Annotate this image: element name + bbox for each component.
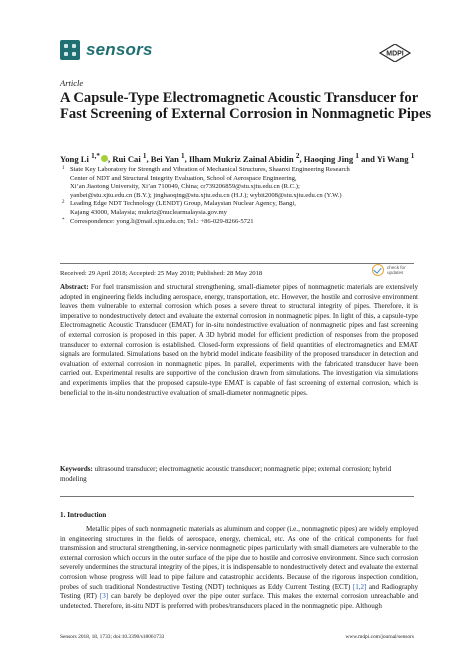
author-name: Haoqing Jing	[303, 153, 354, 164]
author-affil-sup: 1,*	[91, 152, 101, 160]
citation-link[interactable]: [1,2]	[352, 582, 367, 591]
affiliation-line: State Key Laboratory for Strength and Vibration of Mechanical Structures, Shaanxi Engineering Research	[70, 166, 350, 173]
check-updates-line: check for	[387, 265, 406, 270]
divider	[60, 263, 414, 264]
publication-dates: Received: 29 April 2018; Accepted: 25 May 2018; Published: 28 May 2018	[60, 270, 263, 277]
affiliation-line: Xi’an Jiaotong University, Xi’an 710049, China; cr739206859@stu.xjtu.edu.cn (R.C.);	[70, 183, 300, 191]
affiliation-number: 1	[62, 166, 65, 171]
introduction-paragraph	[60, 525, 418, 611]
check-updates-line: updates	[387, 270, 404, 275]
affiliation-line: yanbei@stu.xjtu.edu.cn (B.Y.); jinghaoqing@stu.xjtu.edu.cn (H.J.); wybit2008@stu.xjtu.edu.cn (Y.W.)	[70, 191, 342, 199]
affiliation-line: Leading Edge NDT Technology (LENDT) Group, Malaysian Nuclear Agency, Bangi,	[70, 200, 296, 208]
mdpi-logo-text: MDPI	[386, 50, 404, 58]
keywords-text: ultrasound transducer; electromagnetic acoustic transducer; nonmagnetic pipe; external corrosion; hybrid modeling	[60, 465, 392, 483]
author-name: Yong Li	[60, 153, 89, 164]
body-text: and Radiography Testing (RT)	[60, 582, 418, 601]
author-affil-sup: 1	[181, 152, 185, 160]
affiliation-line: Center of NDT and Structural Integrity Evaluation, School of Aerospace Engineering,	[70, 174, 297, 182]
affiliations	[60, 166, 430, 226]
footer-url[interactable]: www.mdpi.com/journal/sensors	[345, 634, 414, 640]
abstract	[60, 283, 418, 398]
section-heading: 1. Introduction	[60, 511, 107, 519]
abstract-label: Abstract:	[60, 283, 89, 291]
correspondence-line: Correspondence: yong.li@mail.xjtu.edu.cn; Tel.: +86-029-8266-5721	[70, 217, 254, 225]
keywords	[60, 465, 418, 484]
author-affil-sup: 1	[142, 152, 147, 160]
correspondence-marker: *	[62, 217, 65, 223]
affiliation-2	[60, 200, 430, 217]
author-name: Rui Cai	[112, 153, 141, 164]
author-affil-sup: 1	[410, 152, 415, 160]
divider	[60, 496, 414, 497]
author-affil-sup: 1	[355, 152, 359, 160]
author-affil-sup: 2	[295, 152, 300, 160]
sensors-logo-icon	[60, 40, 80, 60]
affiliation-line: Kajang 43000, Malaysia; mukriz@nuclearmalaysia.gov.my	[70, 208, 227, 216]
paper-title: A Capsule-Type Electromagnetic Acoustic Transducer for Fast Screening of External Corrosion in Nonmagnetic Pipes	[60, 90, 432, 122]
footer-citation: Sensors 2018, 18, 1733; doi:10.3390/s18061733	[60, 634, 165, 640]
mdpi-logo-icon[interactable]	[379, 44, 411, 62]
abstract-text: For fuel transmission and structural strengthening, small-diameter pipes of nonmagnetic materials are extensively adopted in engineering fields including aerospace, energy, transportation, etc. However, the hostile and corrosive environment leaves them vulnerable to external corrosion which poses a severe threat to structural integrity of pipes. Therefore, it is imperative to nondestructively detect and evaluate the external corrosion in nonmagnetic pipes. In light of this, a capsule-type Electromagnetic Acoustic Transducer (EMAT) for in-situ nondestructive evaluation of nonmagnetic pipes and fast screening of external corrosion is proposed in this paper. A 3D hybrid model for efficient prediction of responses from the proposed transducer to external corrosion is established. Closed-form expressions of field quantities of electromagnetics and EMAT signals are formulated. Simulations based on the hybrid model indicate feasibility of the proposed transducer in detection and evaluation of external corrosion in nonmagnetic pipes. In parallel, experiments with the fabricated transducer have been carried out. Experimental results are supportive of the conclusion drawn from simulations. The investigation via simulations and experiments implies that the proposed capsule-type EMAT is capable of fast screening of external corrosion, which is beneficial to the in-situ nondestructive evaluation of small-diameter nonmagnetic pipes.	[60, 283, 418, 397]
check-for-updates-badge[interactable]	[372, 264, 406, 276]
affiliation-1	[60, 166, 430, 200]
orcid-icon[interactable]	[101, 155, 108, 162]
author-name: Bei Yan	[150, 153, 179, 164]
author-list: Yong Li $^{1,*}$ , Rui Cai $^1$, Bei Yan $^1$, Ilham Mukriz Zainal Abidin $^2$, Haoqing Jing $^1$ and Yi Wang $^1$	[60, 152, 415, 164]
article-type: Article	[60, 78, 84, 88]
journal-logo[interactable]	[60, 40, 153, 60]
author-name: Yi Wang	[376, 153, 409, 164]
keywords-label: Keywords:	[60, 465, 93, 473]
affiliation-number: 2	[62, 200, 65, 206]
body-text: can barely be deployed over the pipe outer surface. This makes the external corrosion unreachable and undetected. Therefore, in-situ NDT is preferred with probes/transducers placed in the nonmagnetic pipe. Although	[60, 592, 419, 610]
correspondence	[60, 218, 430, 227]
check-updates-icon	[372, 264, 384, 276]
citation-link[interactable]: [3]	[99, 592, 109, 601]
body-text: Metallic pipes of such nonmagnetic materials as aluminum and copper (i.e., nonmagnetic pipes) are widely employed in engineering structures in the fields of aerospace, energy, chemical, etc. As one of the critical components for fuel transmission and structural strengthening, in-service nonmagnetic pipes particularly with small diameters are vulnerable to the external corrosion which occurs in the outer surface of the pipe due to hostile and corrosive environment. Since such corrosion severely undermines the structural integrity of the pipes, it is indispensable to nondestructively detect and evaluate the external corrosion whose progress will lead to pipe failure and catastrophic accidents. Because of the rigorous inspection condition, probes of such traditional Nondestructive Testing (NDT) techniques as Eddy Current Testing (ECT)	[60, 525, 418, 591]
journal-name: sensors	[86, 40, 153, 59]
author-name: Ilham Mukriz Zainal Abidin	[188, 153, 294, 164]
